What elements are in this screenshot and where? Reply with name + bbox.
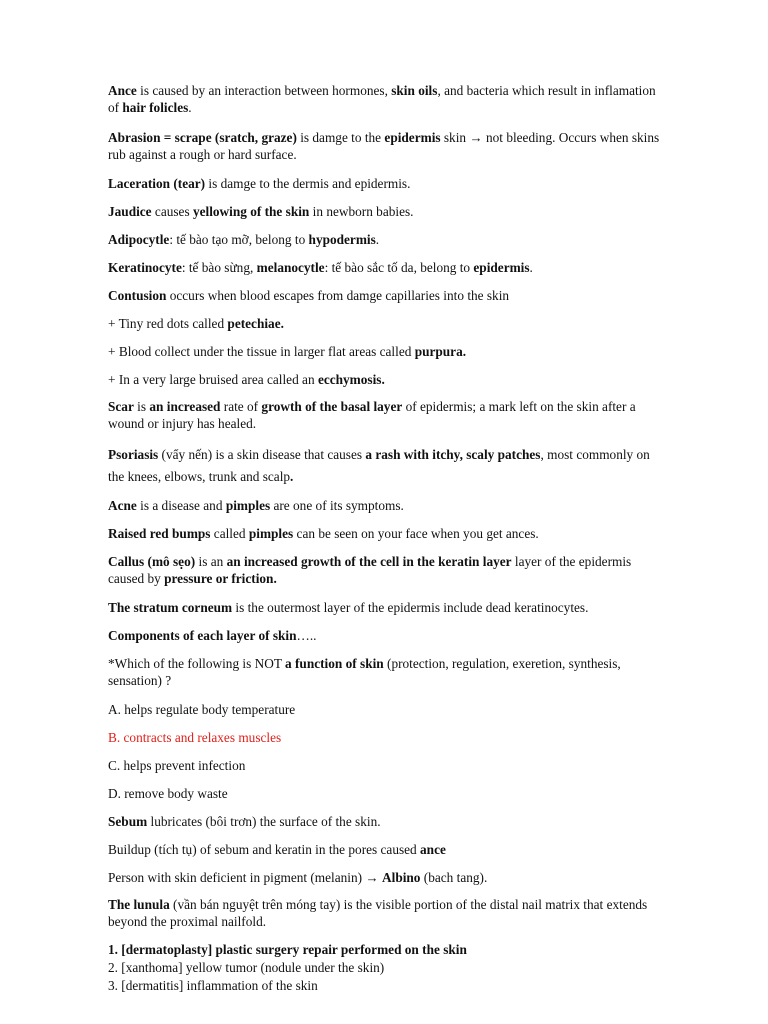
bold-text-run: growth of the basal layer xyxy=(261,399,403,414)
bold-text-run: melanocytle xyxy=(256,260,325,275)
text-run: Buildup (tích tụ) of sebum and keratin in the pores caused xyxy=(108,842,421,857)
paragraph-psoriasis xyxy=(108,444,668,488)
text-run: occurs when blood escapes from damge capillaries into the skin xyxy=(166,288,510,303)
bold-text-run: pimples xyxy=(248,526,294,541)
text-run: D. remove body waste xyxy=(108,786,228,801)
bold-text-run: Ance xyxy=(108,83,137,98)
text-run: C. helps prevent infection xyxy=(108,758,246,773)
text-run: : tế bào sắc tố da, belong to xyxy=(324,260,474,275)
text-run: of epidermis; a mark left on the skin after a wound or injury has healed. xyxy=(108,399,636,431)
text-run: A. helps regulate body temperature xyxy=(108,702,296,717)
text-run: + Tiny red dots called xyxy=(108,316,228,331)
paragraph-abrasion xyxy=(108,129,668,163)
bold-text-run: skin oils xyxy=(391,83,438,98)
term-list-item-2 xyxy=(108,959,668,976)
bold-text-run: Sebum xyxy=(108,814,148,829)
text-run: : tế bào tạo mỡ, belong to xyxy=(169,232,309,247)
bold-text-run: Components of each layer of skin xyxy=(108,628,297,643)
bold-text-run: hair folicles xyxy=(122,100,189,115)
text-run: (protection, regulation, exeretion, synthesis, sensation) ? xyxy=(108,656,621,688)
paragraph-ecchymosis xyxy=(108,371,668,388)
text-run: is damge to the xyxy=(296,130,385,145)
paragraph-lunula xyxy=(108,896,668,930)
term-list-item-1 xyxy=(108,941,668,958)
text-run: : tế bào sừng, xyxy=(181,260,257,275)
quiz-option-d xyxy=(108,785,668,802)
quiz-option-b-answer xyxy=(108,729,668,746)
paragraph-acne-cause xyxy=(108,82,668,116)
bold-text-run: ance xyxy=(420,842,446,857)
bold-text-run: petechiae. xyxy=(227,316,284,331)
bold-text-run: Laceration (tear) xyxy=(108,176,206,191)
paragraph-petechiae xyxy=(108,315,668,332)
bold-text-run: The stratum corneum xyxy=(108,600,233,615)
text-run: (bach tang). xyxy=(420,870,488,885)
paragraph-purpura xyxy=(108,343,668,360)
text-run: layer of the epidermis caused by xyxy=(108,554,632,586)
text-run: . xyxy=(375,232,380,247)
text-run: lubricates (bôi trơn) the surface of the skin. xyxy=(147,814,381,829)
text-run: is xyxy=(133,399,150,414)
paragraph-adipocyte xyxy=(108,231,668,248)
bold-text-run: Scar xyxy=(108,399,134,414)
paragraph-callus xyxy=(108,553,668,587)
bold-text-run: hypodermis xyxy=(308,232,376,247)
text-run: rate of xyxy=(220,399,262,414)
bold-text-run: Contusion xyxy=(108,288,167,303)
text-run: 2. [xanthoma] yellow tumor (nodule under the skin) xyxy=(108,960,385,975)
text-run: (vẩy nến) is a skin disease that causes xyxy=(158,447,366,462)
bold-text-run: an increased growth of the cell in the keratin layer xyxy=(226,554,512,569)
bold-text-run: 1. [dermatoplasty] plastic surgery repair performed on the skin xyxy=(108,942,467,957)
text-run: is an xyxy=(195,554,227,569)
paragraph-jaundice xyxy=(108,203,668,220)
text-run: 3. [dermatitis] inflammation of the skin xyxy=(108,978,318,993)
text-run: + In a very large bruised area called an xyxy=(108,372,318,387)
text-run: is damge to the dermis and epidermis. xyxy=(205,176,411,191)
bold-text-run: Psoriasis xyxy=(108,447,159,462)
text-run: ….. xyxy=(296,628,317,643)
text-run: + Blood collect under the tissue in larger flat areas called xyxy=(108,344,415,359)
quiz-option-a xyxy=(108,701,668,718)
bold-text-run: Acne xyxy=(108,498,137,513)
bold-text-run: a function of skin xyxy=(285,656,384,671)
bold-text-run: Abrasion = scrape (sratch, graze) xyxy=(108,130,297,145)
text-run: (vần bán nguyệt trên móng tay) is the visible portion of the distal nail matrix that extends beyond the proximal nailfold. xyxy=(108,897,648,929)
text-run: . xyxy=(529,260,533,275)
paragraph-acne-disease xyxy=(108,497,668,514)
text-run: is the outermost layer of the epidermis include dead keratinocytes. xyxy=(232,600,589,615)
quiz-option-c xyxy=(108,757,668,774)
text-run: can be seen on your face when you get ances. xyxy=(293,526,539,541)
quiz-question xyxy=(108,655,668,689)
text-run: B. contracts and relaxes muscles xyxy=(108,730,282,745)
bold-text-run: . xyxy=(290,469,294,484)
bold-text-run: epidermis xyxy=(384,130,441,145)
paragraph-laceration xyxy=(108,175,668,192)
paragraph-sebum xyxy=(108,813,668,830)
bold-text-run: pimples xyxy=(225,498,271,513)
paragraph-contusion xyxy=(108,287,668,304)
text-run: Person with skin deficient in pigment (melanin) → xyxy=(108,870,383,885)
text-run: , most commonly on the knees, elbows, trunk and scalp xyxy=(108,447,650,484)
bold-text-run: yellowing of the skin xyxy=(192,204,310,219)
term-list-item-3 xyxy=(108,977,668,994)
bold-text-run: pressure or friction. xyxy=(164,571,277,586)
bold-text-run: a rash with itchy, scaly patches xyxy=(365,447,541,462)
bold-text-run: purpura. xyxy=(414,344,467,359)
text-run: skin → not bleeding. Occurs when skins rub against a rough or hard surface. xyxy=(108,130,660,162)
bold-text-run: Albino xyxy=(382,870,421,885)
bold-text-run: Callus (mô sẹo) xyxy=(108,554,196,569)
bold-text-run: Adipocytle xyxy=(108,232,170,247)
text-run: causes xyxy=(151,204,193,219)
bold-text-run: Keratinocyte xyxy=(108,260,182,275)
bold-text-run: an increased xyxy=(149,399,221,414)
text-run: is a disease and xyxy=(136,498,226,513)
text-run: are one of its symptoms. xyxy=(270,498,404,513)
text-run: , and bacteria which result in inflamation of xyxy=(108,83,656,115)
bold-text-run: Jaudice xyxy=(108,204,152,219)
text-run: called xyxy=(210,526,249,541)
paragraph-scar xyxy=(108,398,668,432)
paragraph-albino xyxy=(108,869,668,886)
paragraph-keratinocyte xyxy=(108,259,668,276)
text-run: *Which of the following is NOT xyxy=(108,656,286,671)
paragraph-raised-bumps xyxy=(108,525,668,542)
bold-text-run: Raised red bumps xyxy=(108,526,211,541)
paragraph-components xyxy=(108,627,668,644)
bold-text-run: epidermis xyxy=(473,260,530,275)
paragraph-stratum-corneum xyxy=(108,599,668,616)
text-run: in newborn babies. xyxy=(309,204,414,219)
bold-text-run: ecchymosis. xyxy=(317,372,385,387)
paragraph-buildup xyxy=(108,841,668,858)
text-run: is caused by an interaction between hormones, xyxy=(136,83,392,98)
text-run: . xyxy=(188,100,192,115)
bold-text-run: The lunula xyxy=(108,897,170,912)
